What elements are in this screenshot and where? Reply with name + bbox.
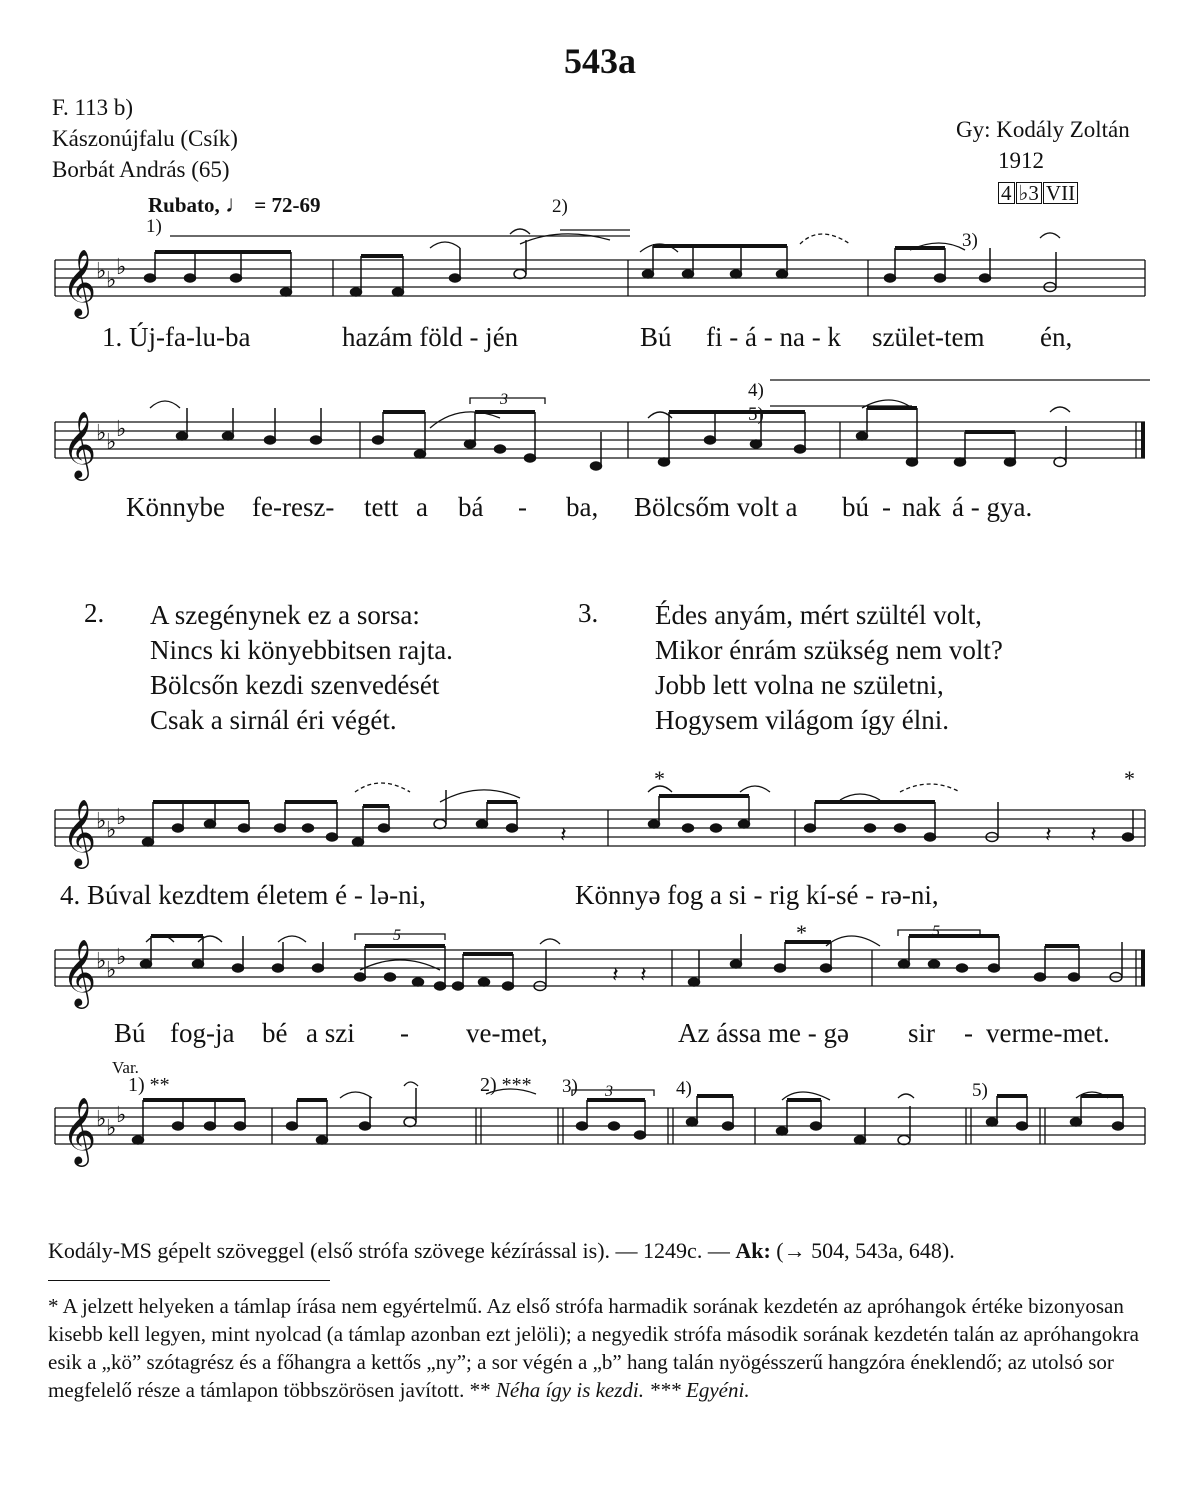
lyric-syllable: Az ássa me - gə [678, 1018, 849, 1048]
svg-text:𝄽: 𝄽 [612, 962, 619, 987]
source-line: F. 113 b) [52, 95, 134, 120]
svg-text:𝄽: 𝄽 [640, 962, 647, 987]
marker-1: 1) [146, 216, 162, 237]
collector-year: 1912 [998, 148, 1044, 173]
variant-marker: 5) [972, 1080, 988, 1101]
svg-text:5: 5 [932, 923, 940, 940]
lyric-syllable: - [518, 492, 527, 522]
lyric-syllable: nak [902, 492, 941, 522]
lyric-syllable: hazám föld - jén [342, 322, 519, 352]
treble-clef-icon: 𝄞 [62, 1098, 97, 1163]
source-line: Borbát András (65) [52, 157, 230, 182]
lyric-syllable: bé [262, 1018, 288, 1048]
class-box: VII [1043, 182, 1078, 204]
flat-icon: ♭ [96, 808, 107, 833]
lyric-syllable: Bú [114, 1018, 146, 1048]
flat-icon: ♭ [96, 420, 107, 445]
source-note [48, 1238, 955, 1264]
lyric-syllable: szület-tem [872, 322, 985, 352]
verse-text [655, 598, 1003, 738]
music-staff-4 [0, 920, 1200, 1020]
tempo-text: Rubato, [148, 193, 220, 217]
treble-clef-icon: 𝄞 [62, 940, 97, 1005]
flat-icon: ♭ [106, 957, 117, 982]
verse-line: Jobb lett volna ne születni, [655, 670, 944, 700]
flat-icon: ♭ [116, 254, 127, 279]
lyric-syllable: sir [908, 1018, 935, 1048]
footnote-italic: Néha így is kezdi. *** Egyéni. [495, 1378, 750, 1402]
verse-text [150, 598, 453, 738]
flat-icon: ♭ [96, 948, 107, 973]
treble-clef-icon: 𝄞 [62, 248, 97, 316]
lyric-syllable: Bú [640, 322, 672, 352]
lyric-syllable: ba, [566, 492, 599, 522]
music-staff-variants [0, 1078, 1200, 1178]
flat-icon: ♭ [106, 429, 117, 454]
lyric-syllable: á - gya. [952, 492, 1033, 522]
svg-text:3: 3 [500, 391, 508, 408]
marker-4: 4) [748, 380, 764, 401]
verse-number: 3. [578, 598, 599, 628]
var-label: Var. [112, 1058, 139, 1077]
flat-icon: ♭ [116, 416, 127, 441]
tempo-value: = 72-69 [254, 193, 321, 217]
lyric-syllable: tett [364, 492, 399, 522]
quarter-note-icon: ♩ [225, 192, 250, 218]
treble-clef-icon: 𝄞 [62, 800, 97, 865]
lyric-syllable: fe-resz- [252, 492, 335, 522]
source-note-text: Kodály-MS gépelt szöveggel (első strófa szövege kézírással is). — 1249c. — [48, 1238, 730, 1263]
tempo-marking [148, 192, 321, 219]
notes [177, 408, 1067, 470]
svg-text:𝄽: 𝄽 [1045, 822, 1052, 847]
svg-text:3: 3 [605, 1083, 613, 1100]
collector-info [956, 114, 1130, 209]
variant-marker: 3) [562, 1076, 578, 1097]
svg-text:𝄽: 𝄽 [1090, 822, 1097, 847]
verse-line: Édes anyám, mért szültél volt, [655, 600, 982, 630]
lyric-syllable: fi - á - na - k [706, 322, 841, 352]
music-staff-3 [0, 780, 1200, 880]
lyric-syllable: Bölcsőm volt a [634, 492, 798, 522]
footnote [48, 1292, 1158, 1404]
class-box: 4 [998, 182, 1015, 204]
flat-icon: ♭ [116, 804, 127, 829]
music-staff-1 [0, 230, 1200, 330]
ak-label: Ak: [735, 1238, 771, 1263]
flat-icon: ♭ [106, 1115, 117, 1140]
verse-line: A szegénynek ez a sorsa: [150, 600, 420, 630]
verse-line: Mikor énrám szükség nem volt? [655, 635, 1003, 665]
lyric-syllable: én, [1040, 322, 1073, 352]
asterisk-mark: * [654, 766, 665, 791]
marker-5: 5) [748, 404, 764, 425]
verse-line: Nincs ki könyebbitsen rajta. [150, 635, 453, 665]
variant-marker: 1) ** [128, 1074, 170, 1096]
lyric-line: 4. Búval kezdtem életem é - lə-ni, [60, 880, 426, 910]
lyric-syllable: 1. Új-fa-lu-ba [102, 322, 251, 352]
lyric-syllable: bú [842, 492, 869, 522]
verse-number: 2. [84, 598, 105, 628]
collector-name: Gy: Kodály Zoltán [956, 117, 1130, 142]
class-box: ♭3 [1016, 182, 1042, 204]
flat-icon: ♭ [96, 258, 107, 283]
lyric-syllable: a [416, 492, 428, 522]
lyric-syllable: - [964, 1018, 973, 1048]
verse-line: Bölcsőn kezdi szenvedését [150, 670, 440, 700]
variant-marker: 4) [676, 1078, 692, 1099]
verse-line: Hogysem világom így élni. [655, 705, 949, 735]
marker-3: 3) [962, 230, 978, 251]
lyric-syllable: ve-met, [466, 1018, 548, 1048]
classification [956, 178, 1130, 209]
flat-icon: ♭ [106, 817, 117, 842]
footnote-divider [48, 1280, 330, 1281]
svg-text:𝄽: 𝄽 [560, 822, 567, 847]
lyric-syllable: bá [458, 492, 484, 522]
treble-clef-icon: 𝄞 [62, 412, 97, 477]
lyric-syllable: - [882, 492, 891, 522]
verse-line: Csak a sirnál éri végét. [150, 705, 397, 735]
ak-refs: (→ 504, 543a, 648). [776, 1238, 955, 1263]
flat-icon: ♭ [116, 1102, 127, 1127]
source-line: Kászonújfalu (Csík) [52, 126, 238, 151]
flat-icon: ♭ [96, 1106, 107, 1131]
footnote-text: * A jelzett helyeken a támlap írása nem egyértelmű. Az első strófa harmadik sorának kezdetén az apróhangok értéke bizonyosan kisebb kell legyen, mint nyolcad (a támlap azonban ezt jelöli); a negyedik strófa második sorának kezdetén talán az apróhangokra esik a „kö” szótagrész és a főhangra a kettős „ny”; a sor végén a „b” hang talán nyögésszerű hangzóra éneklendő; az utolsó sor megfelelő része a támlapon többszörösen javított. ** [48, 1294, 1140, 1402]
flat-icon: ♭ [116, 944, 127, 969]
asterisk-mark: * [1124, 766, 1135, 791]
marker-2: 2) [552, 196, 568, 217]
notes [141, 934, 1123, 991]
music-staff-2 [0, 378, 1200, 488]
source-info [52, 92, 238, 185]
page-title: 543a [564, 41, 636, 81]
lyric-syllable: verme-met. [986, 1018, 1110, 1048]
flat-icon: ♭ [106, 267, 117, 292]
svg-text:5: 5 [393, 927, 401, 944]
variant-marker: 2) *** [480, 1074, 532, 1096]
lyric-syllable: a szi [306, 1018, 355, 1048]
notes [133, 1088, 1124, 1145]
lyric-syllable: Könnybe [126, 492, 225, 522]
asterisk-mark: * [796, 920, 807, 945]
lyric-line: Könnyə fog a si - rig kí-sé - rə-ni, [575, 880, 939, 910]
lyric-syllable: - [400, 1018, 409, 1048]
lyric-syllable: fog-ja [170, 1018, 235, 1048]
